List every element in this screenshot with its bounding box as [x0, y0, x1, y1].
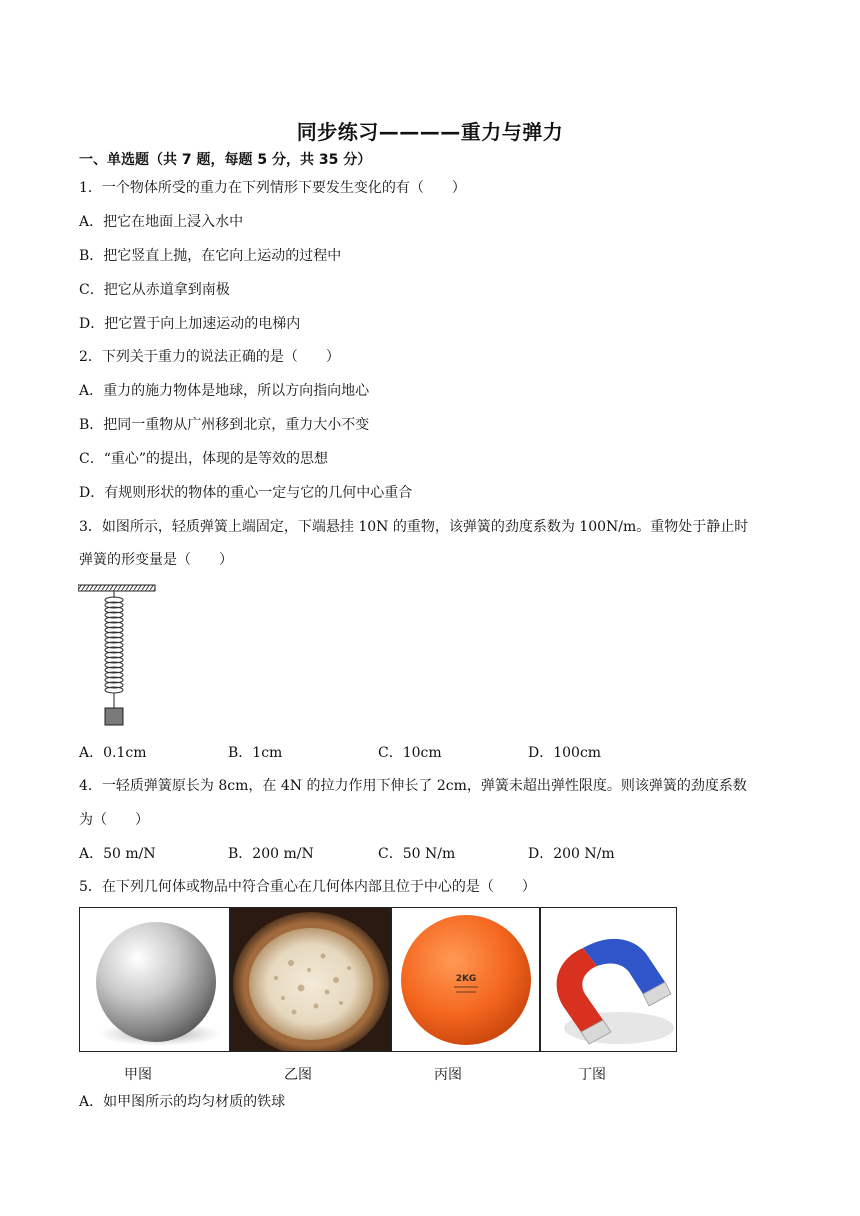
- hanging-weight: [105, 708, 123, 725]
- question-2-option-a: A．重力的施力物体是地球，所以方向指向地心: [79, 383, 370, 399]
- page-title: 同步练习————重力与弹力: [296, 120, 564, 144]
- question-4-option-d: D．200 N/m: [528, 846, 615, 862]
- question-3-option-b: B．1cm: [228, 745, 283, 761]
- figure-ding-magnet: [540, 907, 677, 1052]
- question-2-option-c: C．“重心”的提出，体现的是等效的思想: [79, 451, 329, 467]
- question-5-option-a: A．如甲图所示的均匀材质的铁球: [79, 1094, 286, 1110]
- figure-label-yi: 乙图: [284, 1067, 312, 1083]
- question-4-stem-line-2: 为（ ）: [79, 812, 149, 828]
- question-3-stem-line-2: 弹簧的形变量是（ ）: [79, 552, 233, 568]
- question-3-option-c: C．10cm: [378, 745, 442, 761]
- figure-bing-orange-ball: [391, 907, 540, 1052]
- question-4-option-c: C．50 N/m: [378, 846, 456, 862]
- question-3-option-a: A．0.1cm: [79, 745, 147, 761]
- figure-label-jia: 甲图: [124, 1067, 152, 1083]
- section-heading: 一、单选题（共 7 题，每题 5 分，共 35 分）: [79, 152, 372, 168]
- question-4-stem-line-1: 4．一轻质弹簧原长为 8cm，在 4N 的拉力作用下伸长了 2cm，弹簧未超出弹性限度。则该弹簧的劲度系数: [79, 778, 747, 794]
- question-1-option-d: D．把它置于向上加速运动的电梯内: [79, 316, 301, 332]
- figure-yi-pancake: [230, 907, 391, 1052]
- ceiling-support: [78, 585, 155, 591]
- question-5-stem: 5．在下列几何体或物品中符合重心在几何体内部且位于中心的是（ ）: [79, 879, 536, 895]
- question-2-option-b: B．把同一重物从广州移到北京，重力大小不变: [79, 417, 370, 433]
- figure-label-bing: 丙图: [434, 1067, 462, 1083]
- figure-label-ding: 丁图: [578, 1067, 606, 1083]
- question-4-option-a: A．50 m/N: [79, 846, 156, 862]
- question-1-stem: 1．一个物体所受的重力在下列情形下要发生变化的有（ ）: [79, 180, 466, 196]
- question-3-option-d: D．100cm: [528, 745, 602, 761]
- question-1-option-b: B．把它竖直上抛，在它向上运动的过程中: [79, 248, 342, 264]
- question-3-stem-line-1: 3．如图所示，轻质弹簧上端固定，下端悬挂 10N 的重物，该弹簧的劲度系数为 100N/m。重物处于静止时: [79, 519, 749, 535]
- question-1-option-a: A．把它在地面上浸入水中: [79, 214, 244, 230]
- figure-jia-steel-ball: [79, 907, 230, 1052]
- question-2-option-d: D．有规则形状的物体的重心一定与它的几何中心重合: [79, 485, 413, 501]
- question-1-option-c: C．把它从赤道拿到南极: [79, 282, 230, 298]
- ball-label: 2KG: [455, 974, 477, 984]
- question-4-option-b: B．200 m/N: [228, 846, 314, 862]
- spring-diagram: [78, 584, 158, 729]
- question-2-stem: 2．下列关于重力的说法正确的是（ ）: [79, 349, 340, 365]
- spring-coils: [105, 597, 123, 693]
